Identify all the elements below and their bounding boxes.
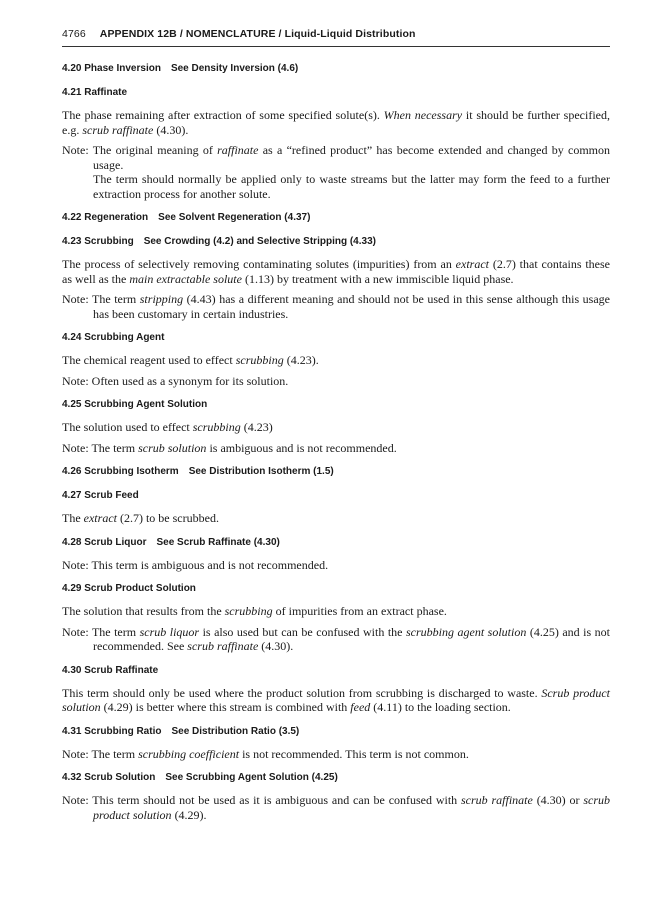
entry-4-22	[62, 211, 610, 225]
see-reference: See Distribution Isotherm (1.5)	[188, 466, 334, 477]
note: Note: This term is ambiguous and is not recommended.	[62, 557, 329, 572]
note: Note: The term scrub liquor is also used but can be confused with the scrubbing agent solution (4.25) and is not recommended. See scrub raffinate (4.30).	[62, 624, 610, 653]
entry-4-26	[62, 465, 610, 479]
definition: The chemical reagent used to effect scrubbing (4.23).	[62, 353, 319, 367]
entry-title: 4.23 Scrubbing	[62, 236, 134, 247]
entry-4-21	[62, 86, 610, 201]
entry-4-29	[62, 582, 610, 654]
see-reference: See Distribution Ratio (3.5)	[171, 725, 300, 737]
entry-heading	[62, 536, 610, 550]
entry-4-20	[62, 62, 610, 76]
header-title: APPENDIX 12B / NOMENCLATURE / Liquid-Liquid Distribution	[99, 28, 416, 40]
entry-4-25	[62, 398, 610, 455]
entry-heading: 4.27 Scrub Feed	[62, 490, 139, 501]
note: Note: The original meaning of raffinate as a “refined product” has become extended and changed by common usage. The term should normally be applied only to waste streams but the latter may form the feed to a further extraction process for another solute.	[62, 143, 610, 201]
note: Note: Often used as a synonym for its solution.	[62, 373, 289, 388]
note: Note: This term should not be used as it is ambiguous and can be confused with scrub raffinate (4.30) or scrub product solution (4.29).	[62, 793, 611, 822]
note: Note: The term scrub solution is ambiguous and is not recommended.	[62, 440, 397, 455]
entry-heading	[62, 771, 610, 785]
entry-title: 4.26 Scrubbing Isotherm	[62, 466, 179, 477]
page-number: 4766	[62, 28, 86, 40]
entry-heading: 4.21 Raffinate	[62, 87, 128, 98]
entry-4-27	[62, 489, 610, 526]
entry-heading	[62, 725, 610, 739]
entry-title: 4.31 Scrubbing Ratio	[62, 725, 162, 737]
entry-heading: 4.25 Scrubbing Agent Solution	[62, 399, 208, 410]
definition: The phase remaining after extraction of some specified solute(s). When necessary it should be further specified, e.g. scrub raffinate (4.30).	[62, 108, 610, 137]
entry-heading: 4.29 Scrub Product Solution	[62, 583, 196, 594]
entry-title: 4.32 Scrub Solution	[62, 772, 156, 783]
definition: The solution that results from the scrubbing of impurities from an extract phase.	[62, 604, 447, 618]
entry-title: 4.20 Phase Inversion	[62, 63, 161, 74]
page-body	[62, 62, 610, 832]
note: Note: The term stripping (4.43) has a different meaning and should not be used in this sense although this usage has been customary in certain industries.	[62, 292, 611, 321]
running-header	[62, 28, 610, 40]
see-reference: See Solvent Regeneration (4.37)	[158, 212, 311, 223]
entry-4-24	[62, 331, 610, 388]
definition: The process of selectively removing contaminating solutes (impurities) from an extract (2.7) that contains these as well as the main extractable solute (1.13) by treatment with a new immiscible liquid phase.	[62, 257, 611, 286]
header-rule	[62, 46, 610, 47]
see-reference: See Scrubbing Agent Solution (4.25)	[165, 772, 338, 783]
entry-heading	[62, 465, 610, 479]
entry-4-30	[62, 664, 610, 715]
entry-4-32	[62, 771, 610, 822]
definition: The extract (2.7) to be scrubbed.	[62, 511, 219, 525]
note: Note: The term scrubbing coefficient is not recommended. This term is not common.	[62, 746, 469, 761]
entry-4-23	[62, 235, 610, 321]
entry-heading: 4.30 Scrub Raffinate	[62, 664, 159, 676]
see-reference: See Density Inversion (4.6)	[170, 63, 299, 74]
entry-heading	[62, 211, 610, 225]
entry-heading	[62, 62, 610, 76]
entry-title: 4.22 Regeneration	[62, 212, 149, 223]
see-reference: See Crowding (4.2) and Selective Stripping (4.33)	[143, 236, 376, 247]
definition: The solution used to effect scrubbing (4.23)	[62, 420, 273, 434]
definition: This term should only be used where the product solution from scrubbing is discharged to waste. Scrub product solution (4.29) is better where this stream is combined with feed (4.11) to the loading section.	[62, 685, 610, 714]
entry-4-28	[62, 536, 610, 573]
see-reference: See Scrub Raffinate (4.30)	[156, 536, 280, 548]
entry-heading	[62, 235, 610, 249]
entry-title: 4.28 Scrub Liquor	[62, 536, 147, 548]
entry-heading: 4.24 Scrubbing Agent	[62, 332, 165, 343]
entry-4-31	[62, 725, 610, 762]
